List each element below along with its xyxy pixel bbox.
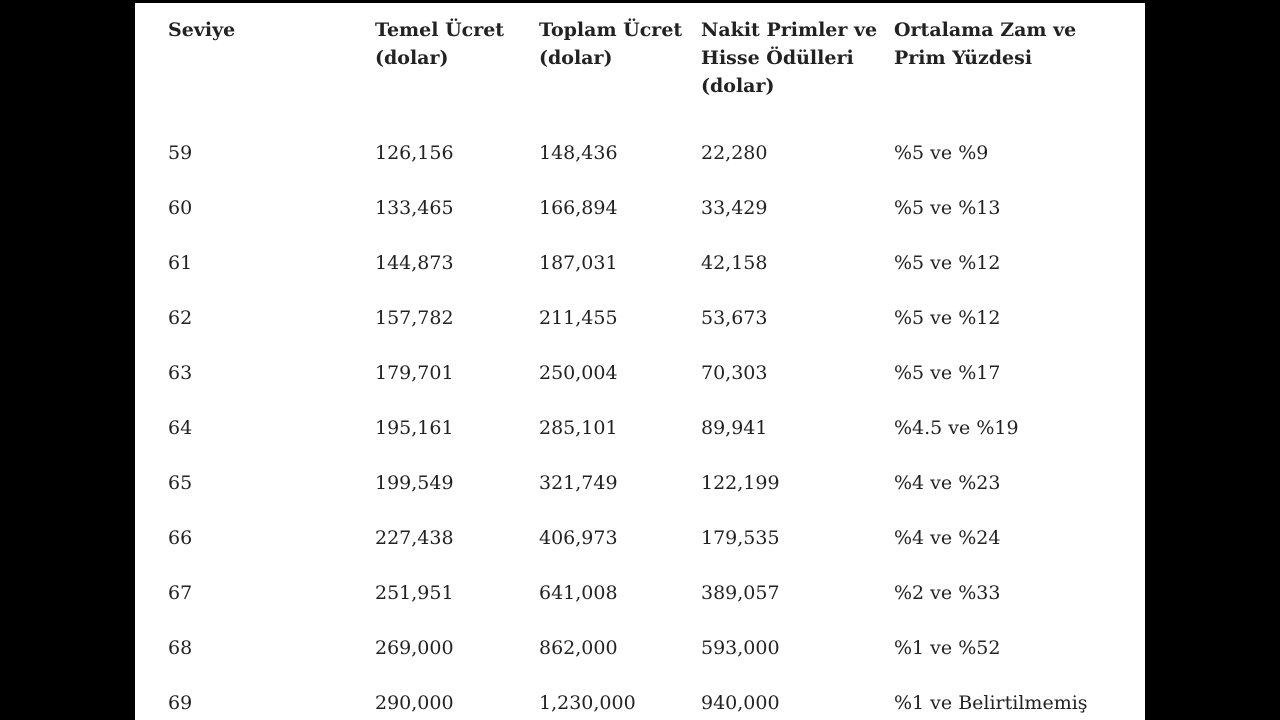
cell-bonus-stock: 89,941 [701, 416, 768, 439]
cell-raise-bonus-percent: %5 ve %12 [894, 306, 1001, 329]
cell-raise-bonus-percent: %4 ve %24 [894, 526, 1001, 549]
cell-bonus-stock: 122,199 [701, 471, 780, 494]
cell-total-pay: 1,230,000 [539, 691, 636, 714]
cell-total-pay: 285,101 [539, 416, 618, 439]
cell-total-pay: 250,004 [539, 361, 618, 384]
cell-total-pay: 187,031 [539, 251, 618, 274]
cell-total-pay: 641,008 [539, 581, 618, 604]
cell-bonus-stock: 42,158 [701, 251, 768, 274]
table-row [168, 290, 1114, 345]
cell-level: 63 [168, 361, 193, 384]
header-row [168, 16, 1114, 125]
cell-total-pay: 166,894 [539, 196, 618, 219]
cell-base-pay: 227,438 [375, 526, 454, 549]
cell-base-pay: 179,701 [375, 361, 454, 384]
header-level: Seviye [168, 19, 236, 41]
cell-bonus-stock: 70,303 [701, 361, 768, 384]
cell-bonus-stock: 389,057 [701, 581, 780, 604]
cell-base-pay: 290,000 [375, 691, 454, 714]
cell-base-pay: 133,465 [375, 196, 454, 219]
cell-total-pay: 406,973 [539, 526, 618, 549]
cell-raise-bonus-percent: %1 ve %52 [894, 636, 1001, 659]
cell-bonus-stock: 22,280 [701, 141, 768, 164]
cell-level: 64 [168, 416, 193, 439]
table-row [168, 180, 1114, 235]
cell-base-pay: 199,549 [375, 471, 454, 494]
header-base-pay: Temel Ücret (dolar) [375, 19, 505, 69]
cell-base-pay: 157,782 [375, 306, 454, 329]
cell-level: 59 [168, 141, 193, 164]
cell-raise-bonus-percent: %2 ve %33 [894, 581, 1001, 604]
table-body [168, 125, 1114, 720]
cell-bonus-stock: 940,000 [701, 691, 780, 714]
table-row [168, 675, 1114, 720]
header-bonus-stock: Nakit Primler ve Hisse Ödülleri (dolar) [701, 19, 878, 97]
cell-raise-bonus-percent: %5 ve %9 [894, 141, 989, 164]
cell-level: 65 [168, 471, 193, 494]
table-row [168, 565, 1114, 620]
cell-raise-bonus-percent: %4.5 ve %19 [894, 416, 1019, 439]
header-raise-bonus-percent: Ortalama Zam ve Prim Yüzdesi [894, 19, 1077, 69]
compensation-table [168, 16, 1114, 720]
table-row [168, 235, 1114, 290]
cell-total-pay: 211,455 [539, 306, 618, 329]
cell-base-pay: 195,161 [375, 416, 454, 439]
table-row [168, 455, 1114, 510]
cell-level: 60 [168, 196, 193, 219]
cell-raise-bonus-percent: %1 ve Belirtilmemiş [894, 691, 1088, 714]
document-page [135, 3, 1145, 720]
cell-bonus-stock: 593,000 [701, 636, 780, 659]
cell-total-pay: 862,000 [539, 636, 618, 659]
table-row [168, 345, 1114, 400]
table-row [168, 510, 1114, 565]
cell-total-pay: 321,749 [539, 471, 618, 494]
cell-raise-bonus-percent: %5 ve %17 [894, 361, 1001, 384]
table-header [168, 16, 1114, 125]
table-row [168, 620, 1114, 675]
cell-raise-bonus-percent: %5 ve %12 [894, 251, 1001, 274]
cell-base-pay: 269,000 [375, 636, 454, 659]
cell-level: 69 [168, 691, 193, 714]
cell-raise-bonus-percent: %4 ve %23 [894, 471, 1001, 494]
cell-bonus-stock: 33,429 [701, 196, 768, 219]
cell-bonus-stock: 53,673 [701, 306, 768, 329]
table-row [168, 125, 1114, 180]
cell-level: 68 [168, 636, 193, 659]
cell-bonus-stock: 179,535 [701, 526, 780, 549]
cell-level: 61 [168, 251, 193, 274]
table-row [168, 400, 1114, 455]
header-total-pay: Toplam Ücret (dolar) [539, 19, 683, 69]
cell-base-pay: 251,951 [375, 581, 454, 604]
cell-base-pay: 126,156 [375, 141, 454, 164]
cell-base-pay: 144,873 [375, 251, 454, 274]
cell-level: 67 [168, 581, 193, 604]
cell-total-pay: 148,436 [539, 141, 618, 164]
cell-raise-bonus-percent: %5 ve %13 [894, 196, 1001, 219]
cell-level: 66 [168, 526, 193, 549]
cell-level: 62 [168, 306, 193, 329]
